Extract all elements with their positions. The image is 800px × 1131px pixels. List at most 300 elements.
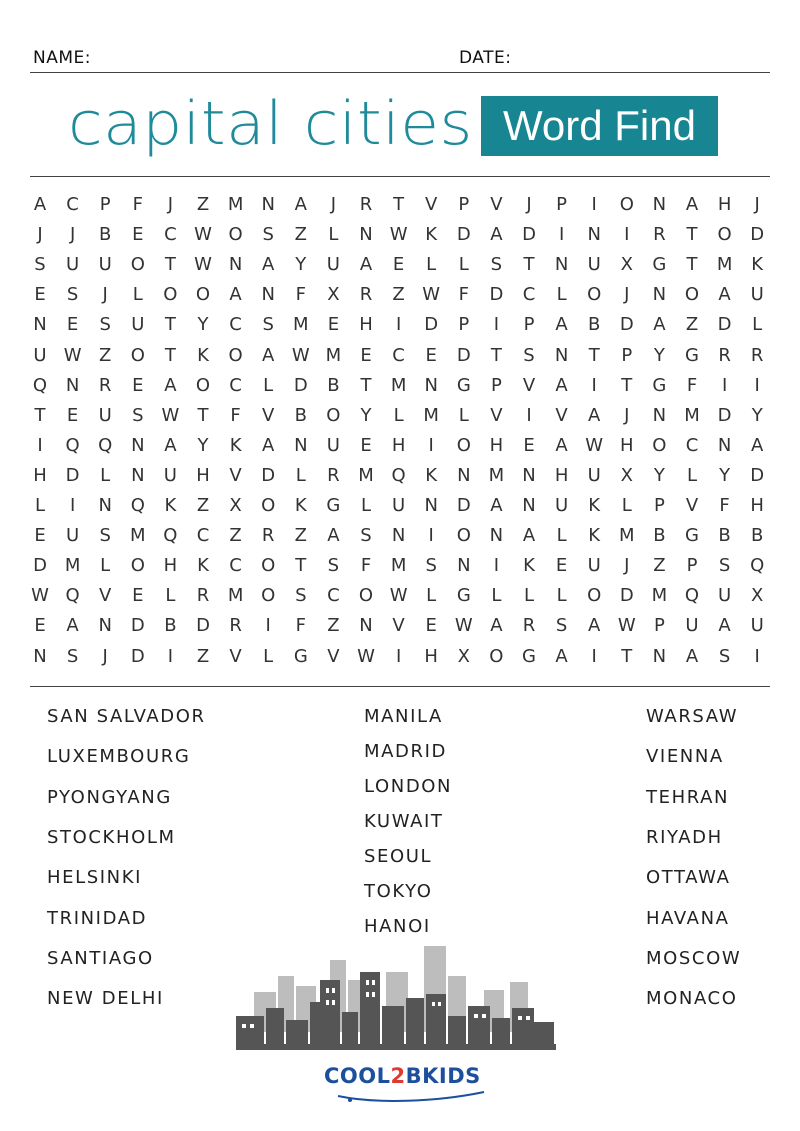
grid-letter: V — [99, 585, 112, 607]
grid-letter: T — [621, 374, 633, 396]
grid-letter: M — [130, 525, 146, 547]
grid-letter: X — [620, 464, 633, 486]
grid-letter: T — [621, 645, 633, 667]
grid-letter: E — [34, 284, 46, 306]
grid-letter: G — [652, 254, 667, 276]
grid-letter: U — [66, 525, 80, 547]
grid-letter: R — [359, 194, 373, 215]
grid-letter: Y — [751, 404, 763, 426]
grid-letter: N — [522, 495, 536, 516]
grid-letter: D — [130, 645, 145, 667]
word-list-item: TOKYO — [364, 881, 433, 902]
grid-letter: O — [261, 495, 276, 516]
grid-letter: N — [228, 254, 243, 276]
grid-letter: C — [392, 344, 405, 366]
word-list-item: NEW DELHI — [47, 988, 164, 1010]
grid-letter: U — [326, 254, 340, 276]
grid-letter: K — [197, 555, 209, 577]
word-list-item: KUWAIT — [364, 811, 444, 832]
grid-letter: Z — [196, 495, 210, 516]
grid-letter: S — [555, 615, 568, 637]
grid-letter: R — [196, 585, 210, 607]
grid-letter: A — [229, 284, 242, 306]
grid-letter: W — [63, 344, 82, 366]
grid-letter: P — [686, 555, 698, 577]
grid-letter: G — [293, 645, 308, 667]
grid-letter: I — [395, 314, 402, 336]
grid-letter: U — [392, 495, 406, 516]
grid-letter: A — [751, 434, 764, 456]
grid-letter: W — [585, 434, 604, 456]
grid-letter: J — [624, 284, 630, 306]
grid-letter: F — [132, 194, 143, 215]
grid-letter: E — [34, 525, 46, 547]
grid-letter: V — [522, 374, 536, 396]
grid-letter: U — [326, 434, 340, 456]
grid-letter: O — [163, 284, 178, 306]
grid-letter: M — [651, 585, 668, 607]
grid-letter: G — [685, 344, 699, 366]
grid-letter: A — [555, 314, 568, 336]
grid-letter: A — [262, 254, 275, 276]
grid-letter: N — [33, 645, 47, 667]
grid-letter: M — [390, 555, 407, 577]
grid-letter: J — [167, 194, 174, 215]
grid-letter: X — [229, 495, 242, 516]
grid-letter: L — [34, 495, 46, 516]
grid-letter: W — [194, 254, 212, 276]
grid-letter: R — [327, 464, 340, 486]
grid-letter: P — [523, 314, 535, 336]
grid-letter: N — [261, 284, 275, 306]
grid-letter: O — [261, 555, 276, 577]
grid-letter: L — [360, 495, 372, 516]
word-list-item: SANTIAGO — [47, 947, 154, 969]
city-skyline-icon — [236, 946, 556, 1050]
grid-letter: H — [359, 314, 373, 336]
grid-letter: D — [261, 464, 276, 486]
grid-letter: A — [685, 645, 699, 667]
grid-letter: A — [490, 615, 503, 637]
grid-letter: L — [458, 404, 469, 426]
grid-letter: A — [262, 344, 275, 366]
grid-letter: L — [556, 284, 567, 306]
grid-letter: L — [393, 404, 404, 426]
grid-letter: M — [227, 194, 244, 215]
grid-bottom-divider — [30, 686, 770, 687]
grid-letter: D — [456, 224, 471, 246]
grid-letter: M — [619, 525, 635, 547]
grid-letter: C — [522, 284, 536, 306]
grid-letter: V — [555, 404, 568, 426]
grid-letter: D — [130, 615, 145, 637]
grid-letter: H — [391, 434, 406, 456]
grid-letter: O — [130, 555, 145, 577]
grid-letter: E — [425, 615, 437, 637]
grid-letter: Y — [197, 314, 209, 336]
grid-letter: M — [293, 314, 309, 336]
grid-letter: P — [556, 194, 568, 215]
grid-letter: N — [424, 495, 438, 516]
grid-letter: S — [34, 254, 46, 276]
grid-letter: N — [652, 194, 667, 215]
grid-letter: H — [750, 495, 764, 516]
grid-letter: T — [686, 254, 698, 276]
grid-letter: D — [65, 464, 80, 486]
grid-letter: C — [164, 224, 177, 246]
grid-letter: W — [31, 585, 49, 607]
grid-letter: E — [34, 615, 46, 637]
grid-letter: O — [684, 284, 700, 306]
grid-letter: Z — [229, 525, 242, 547]
word-list-item: MADRID — [364, 741, 447, 762]
grid-letter: X — [457, 645, 470, 667]
grid-letter: V — [327, 645, 340, 667]
word-list-item: HELSINKI — [47, 867, 143, 889]
grid-letter: E — [360, 344, 372, 366]
word-list-item: SAN SALVADOR — [47, 706, 206, 727]
grid-letter: Q — [391, 464, 406, 486]
grid-letter: J — [624, 555, 630, 577]
grid-letter: M — [227, 585, 244, 607]
grid-letter: H — [424, 645, 438, 667]
word-list-item: WARSAW — [646, 706, 739, 727]
grid-letter: L — [458, 254, 469, 276]
grid-letter: A — [718, 615, 731, 637]
grid-letter: R — [359, 284, 373, 306]
grid-letter: A — [164, 434, 177, 456]
grid-letter: E — [132, 585, 144, 607]
grid-letter: U — [98, 404, 112, 426]
grid-letter: O — [130, 344, 145, 366]
grid-letter: G — [652, 374, 667, 396]
grid-letter: D — [489, 284, 504, 306]
grid-letter: K — [425, 464, 438, 486]
grid-letter: S — [262, 224, 274, 246]
grid-letter: Z — [653, 555, 666, 577]
grid-letter: S — [425, 555, 437, 577]
grid-letter: R — [653, 224, 666, 246]
grid-letter: L — [328, 224, 339, 246]
grid-letter: T — [523, 254, 535, 276]
grid-letter: O — [587, 284, 602, 306]
grid-letter: N — [359, 615, 373, 637]
grid-letter: V — [685, 495, 699, 516]
grid-letter: C — [229, 555, 242, 577]
grid-letter: F — [360, 555, 372, 577]
grid-letter: L — [491, 585, 502, 607]
grid-letter: O — [261, 585, 276, 607]
grid-letter: Z — [685, 314, 699, 336]
grid-letter: I — [37, 434, 43, 456]
grid-letter: O — [489, 645, 504, 667]
grid-letter: Q — [65, 585, 80, 607]
grid-letter: U — [750, 284, 764, 306]
grid-letter: U — [718, 585, 732, 607]
grid-letter: A — [490, 495, 503, 516]
grid-letter: K — [197, 344, 209, 366]
grid-letter: W — [422, 284, 441, 306]
grid-letter: R — [522, 615, 536, 637]
grid-letter: L — [523, 585, 535, 607]
grid-letter: V — [490, 194, 503, 215]
grid-letter: S — [327, 555, 340, 577]
grid-letter: N — [457, 555, 471, 577]
grid-letter: H — [33, 464, 47, 486]
grid-letter: H — [620, 434, 634, 456]
grid-letter: F — [295, 615, 306, 637]
grid-letter: E — [327, 314, 340, 336]
word-list-item: PYONGYANG — [47, 786, 172, 808]
grid-letter: L — [165, 585, 176, 607]
grid-letter: I — [167, 645, 174, 667]
grid-letter: N — [65, 374, 80, 396]
grid-letter: M — [488, 464, 505, 486]
grid-letter: N — [554, 344, 569, 366]
grid-letter: T — [490, 344, 502, 366]
grid-letter: J — [754, 194, 760, 215]
grid-letter: I — [624, 224, 630, 246]
grid-letter: X — [620, 254, 633, 276]
title-badge: Word Find — [481, 96, 718, 156]
grid-letter: I — [591, 645, 597, 667]
grid-letter: T — [295, 555, 307, 577]
grid-letter: G — [456, 374, 471, 396]
grid-letter: L — [263, 645, 274, 667]
grid-letter: K — [164, 495, 177, 516]
grid-letter: F — [686, 374, 698, 396]
grid-letter: A — [294, 194, 307, 215]
grid-letter: Q — [32, 374, 48, 396]
grid-letter: S — [490, 254, 503, 276]
grid-letter: N — [554, 254, 569, 276]
grid-letter: T — [393, 194, 405, 215]
grid-letter: D — [750, 464, 765, 486]
grid-letter: N — [33, 314, 47, 336]
name-label: NAME: — [33, 48, 91, 68]
grid-letter: N — [457, 464, 471, 486]
grid-letter: L — [132, 284, 143, 306]
grid-letter: A — [522, 525, 536, 547]
grid-letter: V — [262, 404, 275, 426]
grid-letter: N — [424, 374, 438, 396]
grid-letter: N — [131, 464, 145, 486]
grid-letter: E — [555, 555, 568, 577]
grid-letter: I — [428, 525, 434, 547]
grid-letter: G — [326, 495, 341, 516]
grid-letter: I — [526, 404, 532, 426]
grid-letter: Z — [294, 525, 307, 547]
grid-letter: G — [522, 645, 536, 667]
grid-letter: Z — [196, 194, 210, 215]
grid-letter: N — [717, 434, 732, 456]
grid-letter: B — [718, 525, 731, 547]
grid-letter: J — [526, 194, 532, 215]
logo-part3: BKIDS — [405, 1064, 481, 1088]
grid-letter: S — [360, 525, 372, 547]
grid-letter: A — [327, 525, 340, 547]
grid-letter: K — [425, 224, 438, 246]
word-list-item: VIENNA — [646, 746, 724, 768]
grid-letter: C — [229, 374, 242, 396]
word-list-item: HANOI — [364, 916, 431, 937]
grid-letter: P — [653, 495, 665, 516]
grid-letter: P — [458, 314, 470, 336]
grid-letter: A — [359, 254, 373, 276]
date-label: DATE: — [459, 48, 512, 68]
grid-letter: K — [229, 434, 242, 456]
grid-letter: M — [358, 464, 374, 486]
grid-letter: W — [454, 615, 473, 637]
grid-letter: D — [717, 404, 732, 426]
grid-letter: M — [716, 254, 733, 276]
logo-part2: 2 — [390, 1064, 406, 1088]
grid-letter: E — [132, 224, 144, 246]
grid-letter: M — [423, 404, 439, 426]
grid-letter: C — [327, 585, 340, 607]
word-list-item: MANILA — [364, 706, 443, 727]
grid-letter: D — [196, 615, 210, 637]
grid-letter: D — [456, 495, 471, 516]
grid-letter: B — [327, 374, 340, 396]
grid-letter: Z — [196, 645, 210, 667]
grid-letter: N — [359, 224, 373, 246]
grid-letter: S — [132, 404, 144, 426]
grid-letter: U — [163, 464, 177, 486]
grid-letter: M — [325, 344, 342, 366]
grid-letter: L — [295, 464, 306, 486]
grid-top-divider — [30, 176, 770, 177]
grid-letter: E — [360, 434, 372, 456]
grid-letter: O — [456, 525, 471, 547]
grid-letter: Y — [719, 464, 731, 486]
grid-letter: A — [588, 404, 601, 426]
grid-letter: Q — [750, 555, 765, 577]
grid-letter: U — [33, 344, 47, 366]
grid-letter: T — [164, 344, 176, 366]
grid-letter: V — [229, 464, 242, 486]
grid-letter: U — [131, 314, 145, 336]
grid-letter: H — [196, 464, 210, 486]
grid-letter: I — [69, 495, 76, 516]
grid-letter: F — [458, 284, 469, 306]
grid-letter: Z — [392, 284, 405, 306]
grid-letter: E — [66, 404, 79, 426]
grid-letter: D — [522, 224, 536, 246]
grid-letter: J — [330, 194, 337, 215]
grid-letter: J — [102, 284, 108, 306]
grid-letter: R — [261, 525, 275, 547]
grid-letter: S — [66, 284, 79, 306]
grid-letter: L — [426, 585, 437, 607]
grid-letter: L — [686, 464, 698, 486]
grid-letter: O — [358, 585, 374, 607]
word-list-item: TEHRAN — [646, 786, 730, 808]
grid-letter: V — [425, 194, 438, 215]
page-title: capital cities — [68, 89, 473, 159]
grid-letter: J — [69, 224, 76, 246]
grid-letter: O — [130, 254, 145, 276]
grid-letter: L — [100, 555, 111, 577]
grid-letter: N — [294, 434, 308, 456]
grid-letter: A — [262, 434, 275, 456]
grid-letter: Z — [327, 615, 340, 637]
grid-letter: E — [425, 344, 437, 366]
grid-letter: N — [261, 194, 275, 215]
word-list-item: TRINIDAD — [47, 907, 148, 929]
grid-letter: D — [619, 585, 634, 607]
grid-letter: A — [685, 194, 699, 215]
grid-letter: D — [33, 555, 47, 577]
grid-letter: M — [684, 404, 700, 426]
grid-letter: S — [262, 314, 274, 336]
grid-letter: Y — [360, 404, 372, 426]
grid-letter: W — [357, 645, 375, 667]
grid-letter: A — [653, 314, 666, 336]
grid-letter: H — [717, 194, 732, 215]
grid-letter: M — [64, 555, 81, 577]
grid-letter: P — [458, 194, 470, 215]
grid-letter: O — [652, 434, 667, 456]
grid-letter: B — [164, 615, 177, 637]
grid-letter: U — [587, 254, 601, 276]
grid-letter: H — [554, 464, 569, 486]
grid-letter: C — [196, 525, 210, 547]
grid-letter: N — [98, 495, 112, 516]
grid-letter: W — [291, 344, 310, 366]
grid-letter: S — [523, 344, 535, 366]
grid-letter: D — [424, 314, 439, 336]
grid-letter: O — [326, 404, 341, 426]
grid-letter: L — [621, 495, 632, 516]
grid-letter: R — [750, 344, 764, 366]
grid-letter: O — [228, 344, 243, 366]
grid-letter: O — [195, 284, 211, 306]
grid-letter: Z — [99, 344, 112, 366]
grid-letter: D — [750, 224, 765, 246]
grid-letter: I — [428, 434, 434, 456]
grid-letter: J — [102, 645, 108, 667]
grid-letter: N — [391, 525, 406, 547]
grid-letter: O — [717, 224, 732, 246]
grid-letter: N — [522, 464, 536, 486]
word-list-item: HAVANA — [646, 907, 730, 929]
grid-letter: O — [456, 434, 471, 456]
word-list-item: LUXEMBOURG — [47, 746, 191, 768]
grid-letter: B — [653, 525, 666, 547]
grid-letter: S — [66, 645, 79, 667]
grid-letter: O — [195, 374, 211, 396]
grid-letter: L — [752, 314, 763, 336]
grid-letter: Y — [653, 344, 665, 366]
grid-letter: L — [100, 464, 111, 486]
grid-letter: G — [685, 525, 699, 547]
grid-letter: J — [624, 404, 630, 426]
grid-letter: C — [229, 314, 242, 336]
grid-letter: S — [99, 525, 111, 547]
grid-letter: X — [327, 284, 340, 306]
grid-letter: J — [37, 224, 43, 246]
grid-letter: I — [558, 224, 565, 246]
grid-letter: I — [591, 194, 597, 215]
grid-letter: D — [293, 374, 308, 396]
brand-logo — [324, 1064, 481, 1088]
grid-letter: F — [230, 404, 241, 426]
grid-letter: R — [718, 344, 731, 366]
grid-letter: P — [490, 374, 502, 396]
grid-letter: U — [555, 495, 569, 516]
logo-part1: COOL — [324, 1064, 391, 1088]
